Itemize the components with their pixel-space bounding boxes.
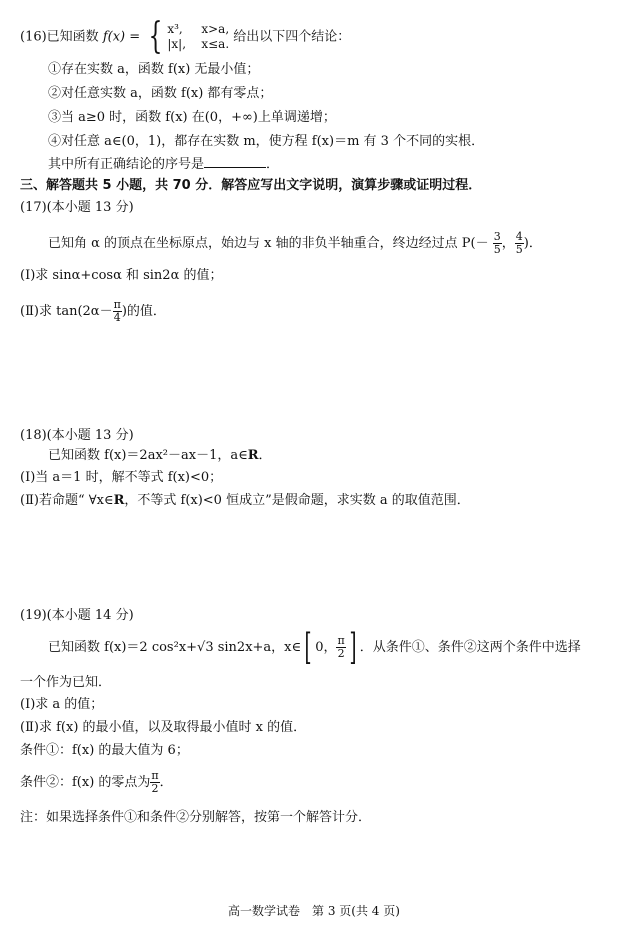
q18-head: (18)(本小题 13 分)	[20, 428, 134, 443]
fraction-3-5	[493, 231, 502, 256]
q18-stem-text: 已知函数 f(x)＝2ax²－ax－1，a∈	[48, 448, 248, 463]
case1-expr: x³,	[167, 22, 183, 36]
q17-part-2	[20, 296, 166, 328]
frac-num: π	[151, 769, 159, 782]
page-footer: 高一数学试卷 第 3 页(共 4 页)	[228, 904, 400, 918]
q16-ask-end: ．	[266, 157, 280, 172]
q18-part-2-b: ，不等式 f(x)<0 恒成立”是假命题，求实数 a 的取值范围．	[124, 493, 470, 508]
q19-stem-text: 已知函数 f(x)＝2 cos²x+√3 sin2x+a，x∈	[48, 640, 302, 655]
section-3-heading: 三、解答题共 5 小题，共 70 分．解答应写出文字说明，演算步骤或证明过程．	[20, 178, 482, 193]
q17-stem-text: 已知角 α 的顶点在坐标原点，始边与 x 轴的非负半轴重合，终边经过点 P(－	[48, 236, 489, 251]
q19-condition-2	[20, 767, 173, 799]
case2-expr: |x|,	[167, 37, 187, 51]
answer-blank	[204, 155, 266, 168]
q19-cond2-a: 条件②：f(x) 的零点为	[20, 775, 151, 790]
frac-den: 5	[493, 243, 501, 256]
fraction-pi-2	[150, 770, 159, 795]
q16-eq: =	[129, 29, 145, 45]
frac-num: 3	[493, 230, 501, 243]
frac-den: 4	[113, 311, 121, 324]
reals-symbol: R	[247, 448, 259, 463]
q17-part-2-b: )的值．	[121, 304, 166, 319]
q19-part-1: (Ⅰ)求 a 的值；	[20, 697, 104, 712]
fraction-pi-2	[336, 635, 345, 660]
comma: ，	[501, 236, 515, 251]
frac-den: 2	[151, 782, 159, 795]
q16-item-1: ①存在实数 a，函数 f(x) 无最小值；	[48, 62, 260, 77]
q17-part-1: (Ⅰ)求 sinα+cosα 和 sin2α 的值；	[20, 268, 223, 283]
q19-head: (19)(本小题 14 分)	[20, 608, 134, 623]
q17-head: (17)(本小题 13 分)	[20, 200, 134, 215]
q18-part-2	[20, 491, 470, 511]
right-bracket: ]	[349, 626, 357, 668]
interval-left: 0，	[315, 640, 337, 655]
frac-den: 2	[337, 647, 345, 660]
q19-condition-1: 条件①：f(x) 的最大值为 6；	[20, 743, 189, 758]
case2-cond: x≤a.	[201, 37, 230, 51]
q16-stem	[20, 16, 351, 57]
fraction-pi-4	[113, 299, 122, 324]
q16-item-2: ②对任意实数 a，函数 f(x) 都有零点；	[48, 86, 273, 101]
q17-stem-end: )．	[523, 236, 542, 251]
q19-note: 注：如果选择条件①和条件②分别解答，按第一个解答计分．	[20, 810, 372, 825]
q16-ask	[48, 155, 279, 175]
q19-cond2-b: ．	[159, 775, 173, 790]
q17-part-2-a: (Ⅱ)求 tan(2α－	[20, 304, 113, 319]
q19-stem-c: 一个作为已知．	[20, 675, 112, 690]
frac-num: π	[337, 634, 345, 647]
case1-cond: x>a,	[201, 22, 230, 36]
q16-item-3: ③当 a≥0 时，函数 f(x) 在(0，+∞)上单调递增；	[48, 110, 336, 125]
frac-num: 4	[515, 230, 523, 243]
reals-symbol: R	[113, 493, 125, 508]
q18-part-1: (Ⅰ)当 a＝1 时，解不等式 f(x)<0；	[20, 470, 223, 485]
frac-num: π	[113, 298, 121, 311]
q18-stem	[48, 446, 272, 466]
q16-ask-text: 其中所有正确结论的序号是	[48, 157, 205, 172]
q16-tail: 给出以下四个结论：	[233, 29, 351, 45]
q19-stem-b: ．从条件①、条件②这两个条件中选择	[359, 640, 581, 655]
frac-den: 5	[515, 243, 523, 256]
q16-item-4: ④对任意 a∈(0，1)，都存在实数 m，使方程 f(x)＝m 有 3 个不同的实根．	[48, 134, 485, 149]
q17-stem	[48, 228, 542, 260]
left-bracket: [	[304, 626, 312, 668]
piecewise-cases	[167, 22, 229, 52]
q18-stem-end: ．	[258, 448, 272, 463]
q16-head: (16)已知函数	[20, 29, 99, 45]
q18-part-2-a: (Ⅱ)若命题“ ∀x∈	[20, 493, 114, 508]
piecewise-brace: {	[148, 16, 163, 57]
q16-fx: f(x)	[102, 29, 126, 45]
q19-stem	[48, 628, 581, 668]
fraction-4-5	[515, 231, 524, 256]
q19-part-2: (Ⅱ)求 f(x) 的最小值，以及取得最小值时 x 的值．	[20, 720, 307, 735]
